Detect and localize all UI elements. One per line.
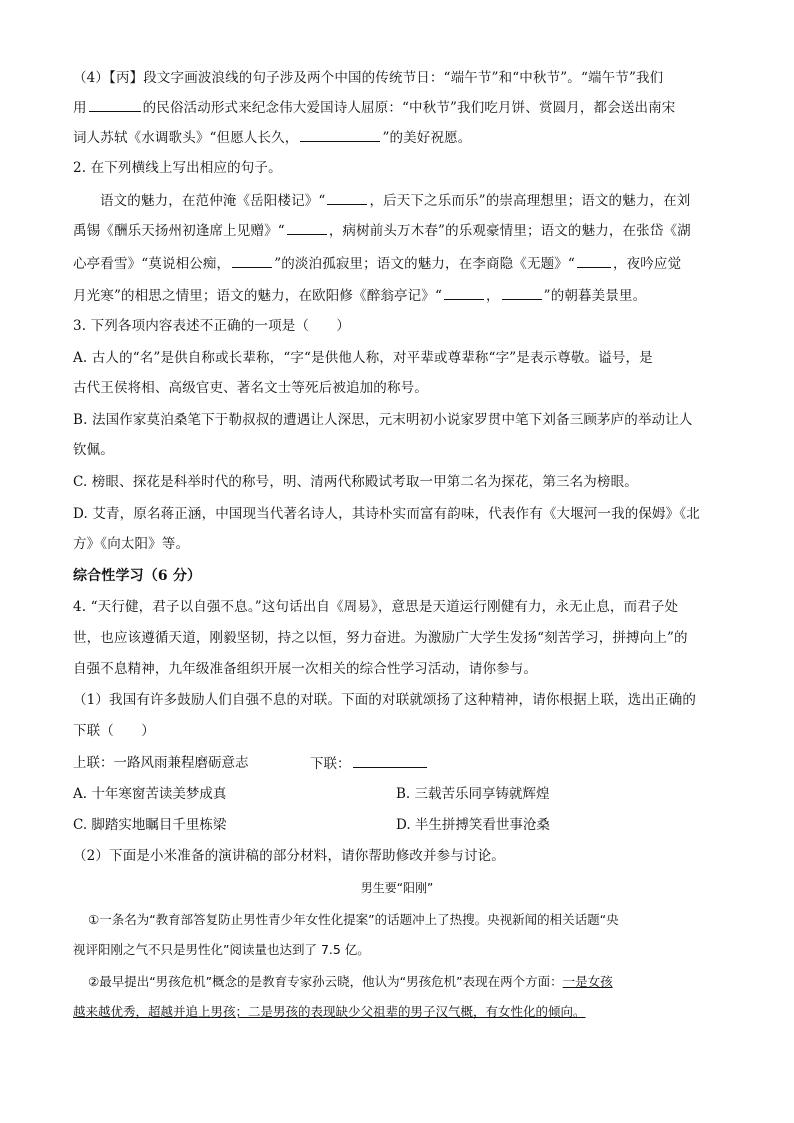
q1-4-line-2 [73, 97, 721, 118]
text: 禹锡《酬乐天扬州初逢席上见赠》“ [73, 223, 285, 239]
q2-line-2 [73, 220, 721, 241]
answer-blank[interactable] [287, 220, 327, 235]
essay-para-1-line-2: 视评阳刚之气不只是男性化”阅读量也达到了 7.5 亿。 [73, 942, 370, 957]
text: 心亭看雪》“莫说相公痴， [73, 256, 231, 272]
q2-line-4 [73, 285, 721, 306]
answer-blank[interactable] [300, 127, 380, 142]
text: 词人苏轼《水调歌头》“但愿人长久， [73, 130, 299, 146]
lower-couplet [310, 753, 429, 774]
answer-blank[interactable] [232, 253, 272, 268]
answer-blank[interactable] [89, 97, 141, 112]
underlined-text: 一是女孩 [562, 974, 613, 989]
q3-option-c: C. 榜眼、探花是科举时代的称号，明、清两代称殿试考取一甲第二名为探花，第三名为榜眼。 [73, 474, 638, 490]
q4-part-1-line-1: （1）我国有许多鼓励人们自强不息的对联。下面的对联就颂扬了这种精神，请你根据上联，选出正确的 [73, 692, 696, 708]
option-a[interactable]: A. 十年寒窗苦读美梦成真 [73, 786, 227, 802]
q3-option-a-line-1: A. 古人的“名”是供自称或长辈称，“字“是供他人称，对平辈或尊辈称“字”是表示尊敬。谥号，是 [73, 350, 653, 366]
answer-blank[interactable] [353, 753, 427, 768]
underlined-text: 越来越优秀，超越并追上男孩；二是男孩的表现缺少父祖辈的男子汉气概，有女性化的倾向。 [73, 1004, 586, 1019]
text: ，夜吟应觉 [612, 256, 682, 272]
essay-para-2-line-2 [73, 1002, 721, 1022]
essay-para-1-line-1: ①一条名为“教育部答复防止男性青少年女性化提案”的话题冲上了热搜。央视新闻的相关话题“央 [88, 912, 619, 927]
option-d[interactable]: D. 半生拼搏笑看世事沧桑 [396, 817, 550, 833]
text: ， [486, 288, 500, 304]
text: ”的美好祝愿。 [382, 130, 472, 146]
q1-4-line-3 [73, 127, 721, 148]
q4-line-3: 自强不息精神，九年级准备组织开展一次相关的综合性学习活动，请你参与。 [73, 661, 538, 677]
essay-title: 男生要“阳刚” [360, 881, 434, 895]
q2-line-1 [100, 190, 720, 211]
q3-option-b-line-1: B. 法国作家莫泊桑笔下于勒叔叔的遭遇让人深思，元末明初小说家罗贯中笔下刘备三顾茅庐的举动让人 [73, 412, 693, 428]
text: 的民俗活动形式来纪念伟大爱国诗人屈原：“中秋节”我们吃月饼、赏圆月，都会送出南宋 [142, 100, 676, 116]
answer-blank[interactable] [502, 285, 542, 300]
upper-couplet: 上联：一路风雨兼程磨砺意志 [73, 755, 249, 771]
q3-title: 3. 下列各项内容表述不正确的一项是（ ） [73, 318, 350, 334]
q3-option-d-line-2: 方》《向太阳》等。 [73, 536, 190, 552]
text: ”的朝暮美景里。 [543, 288, 647, 304]
section-heading: 综合性学习（6 分） [73, 568, 202, 584]
text: ，病树前头万木春”的乐观豪情里；语文的魅力，在张岱《湖 [328, 223, 691, 239]
q3-option-d-line-1: D. 艾青，原名蒋正涵，中国现当代著名诗人，其诗朴实而富有韵味，代表作有《大堰河一我的保姆》《北 [73, 506, 700, 522]
text: 语文的魅力，在范仲淹《岳阳楼记》“ [100, 193, 326, 209]
q4-part-1-line-2: 下联（ ） [73, 723, 155, 739]
option-c[interactable]: C. 脚踏实地瞩目千里栋梁 [73, 817, 227, 833]
q1-4-line-1: （4）【丙】段文字画波浪线的句子涉及两个中国的传统节日：“端午节”和“中秋节”。“端午节”我们 [73, 70, 664, 86]
text: ，后天下之乐而乐”的崇高理想里；语文的魅力，在刘 [369, 193, 691, 209]
answer-blank[interactable] [327, 190, 367, 205]
q4-part-2: （2）下面是小米准备的演讲稿的部分材料，请你帮助修改并参与讨论。 [73, 848, 505, 864]
q3-option-a-line-2: 古代王侯将相、高级官吏、著名文士等死后被追加的称号。 [73, 380, 428, 396]
option-b[interactable]: B. 三载苦乐同享铸就辉煌 [396, 786, 550, 802]
essay-para-2-line-1 [88, 972, 718, 992]
text: ”的淡泊孤寂里；语文的魅力，在李商隐《无题》“ [274, 256, 575, 272]
q2-title: 2. 在下列横线上写出相应的句子。 [73, 160, 282, 176]
text: 月光寒”的相思之情里；语文的魅力，在欧阳修《醉翁亭记》“ [73, 288, 443, 304]
text: 用 [73, 100, 87, 116]
answer-blank[interactable] [444, 285, 484, 300]
q4-line-1: 4. “天行健，君子以自强不息。”这句话出自《周易》，意思是天道运行刚健有力，永无止息，而君子处 [73, 599, 679, 615]
text: 下联： [310, 756, 351, 772]
q2-line-3 [73, 253, 721, 274]
q4-line-2: 世，也应该遵循天道，刚毅坚韧，持之以恒，努力奋进。为激励广大学生发扬“刻苦学习，拼搏向上”的 [73, 630, 688, 646]
text: ②最早提出“男孩危机”概念的是教育专家孙云晓，他认为“男孩危机”表现在两个方面： [88, 974, 563, 989]
answer-blank[interactable] [577, 253, 611, 268]
q3-option-b-line-2: 钦佩。 [73, 442, 114, 458]
